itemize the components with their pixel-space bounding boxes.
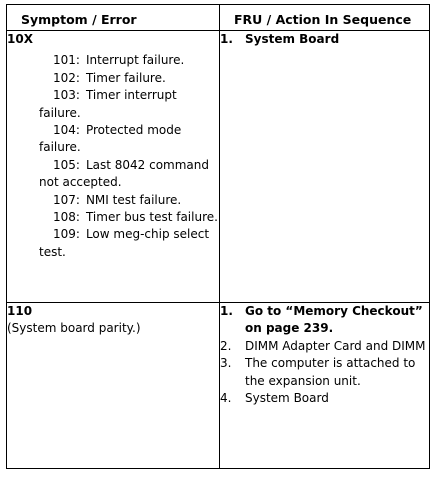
- error-item: 103: Timer interrupt failure.: [39, 88, 177, 120]
- action-item-memory-checkout-link[interactable]: 1. Go to “Memory Checkout” on page 239.: [220, 304, 423, 336]
- error-code: 10X: [7, 32, 33, 46]
- action-item: 2. DIMM Adapter Card and DIMM: [220, 338, 426, 353]
- action-item: 1. System Board: [220, 32, 340, 46]
- error-item: 108: Timer bus test failure.: [53, 210, 218, 225]
- symptom-cell: [7, 303, 220, 469]
- action-list: [220, 303, 429, 407]
- action-cell: [220, 31, 430, 303]
- error-item: 102: Timer failure.: [53, 70, 166, 85]
- fru-table: [6, 4, 430, 469]
- fru-action-header: FRU / Action In Sequence: [220, 5, 430, 31]
- action-item: 4. System Board: [220, 391, 329, 406]
- table-row: [7, 31, 430, 303]
- header-row: [7, 5, 430, 31]
- error-item: 105: Last 8042 command not accepted.: [39, 157, 210, 190]
- error-item: 109: Low meg-chip select test.: [39, 227, 210, 259]
- error-item: 107: NMI test failure.: [53, 192, 182, 207]
- error-item: 101: Interrupt failure.: [53, 53, 185, 68]
- error-description: (System board parity.): [7, 321, 141, 336]
- error-list: [7, 52, 219, 261]
- action-cell: [220, 303, 430, 469]
- action-list: [220, 31, 429, 48]
- table-row: [7, 303, 430, 469]
- error-item: 104: Protected mode failure.: [39, 123, 182, 155]
- symptom-cell: [7, 31, 220, 303]
- error-code: 110: [7, 304, 33, 318]
- action-item: 3. The computer is attached to the expansion unit.: [220, 356, 416, 388]
- symptom-error-header: Symptom / Error: [7, 5, 220, 31]
